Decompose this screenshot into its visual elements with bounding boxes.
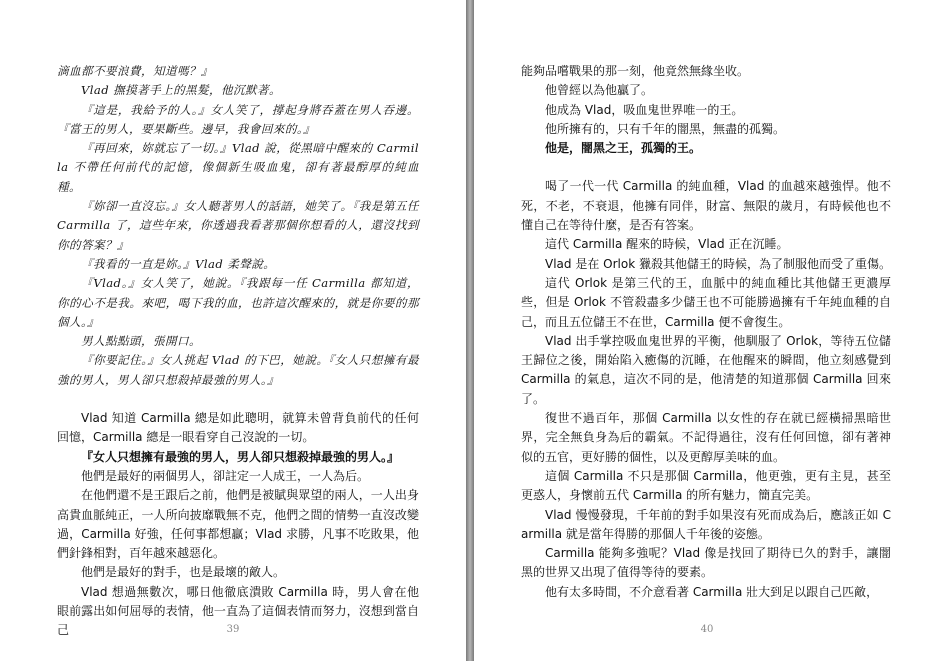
right-page bbox=[474, 0, 940, 661]
left-page-text bbox=[57, 62, 419, 641]
paragraph: 在他們還不是王跟后之前，他們是被賦與眾望的兩人，一人出身高貴血脈純正，一人所向披靡戰無不克，他們之間的情勢一直沒改變過，Carmilla 好強，任何事都想贏；Vlad 求勝，凡事不吃敗果，他們針鋒相對，百年越來越惡化。 bbox=[57, 488, 419, 561]
paragraph: 滴血都不要浪費，知道嗎？』 bbox=[57, 64, 213, 78]
paragraph: 他成為 Vlad，吸血鬼世界唯一的王。 bbox=[545, 102, 744, 117]
paragraph: 這個 Carmilla 不只是那個 Carmilla，他更強，更有主見，甚至更惑人，身懷前五代 Carmilla 的所有魅力，簡直完美。 bbox=[521, 468, 891, 503]
paragraph: 這代 Carmilla 醒來的時候，Vlad 正在沉睡。 bbox=[545, 237, 789, 252]
page-number: 40 bbox=[700, 624, 714, 635]
paragraph: 『我看的一直是妳。』Vlad 柔聲說。 bbox=[81, 256, 276, 271]
paragraph: 『妳卻一直沒忘。』女人聽著男人的話語，她笑了。『我是第五任 Carmilla 了，這些年來，你透過我看著那個你想看的人，還沒找到你的答案？』 bbox=[57, 199, 419, 252]
paragraph: 他有太多時間，不介意看著 Carmilla 壯大到足以跟自己匹敵， bbox=[545, 584, 879, 599]
paragraph: 他們是最好的兩個男人，卻註定一人成王，一人為后。 bbox=[81, 468, 370, 483]
book-gutter bbox=[466, 0, 474, 661]
paragraph: 『再回來，妳就忘了一切。』Vlad 說，從黑暗中醒來的 Carmilla 不帶任何前代的記憶，像個新生吸血鬼，卻有著最醇厚的純血種。 bbox=[57, 141, 419, 194]
paragraph: 他曾經以為他贏了。 bbox=[545, 83, 654, 98]
bold-line: 他是，闇黑之王，孤獨的王。 bbox=[545, 141, 702, 156]
paragraph: Vlad 知道 Carmilla 總是如此聰明，就算未曾背負前代的任何回憶，Carmilla 總是一眼看穿自己沒說的一切。 bbox=[57, 411, 419, 445]
paragraph: 喝了一代一代 Carmilla 的純血種，Vlad 的血越來越強悍。他不死，不老，不衰退，他擁有同伴，財富、無限的歲月，有時候他也不懂自己在等待什麼，是否有答案。 bbox=[521, 179, 891, 233]
paragraph: 『你要記住。』女人挑起 Vlad 的下巴，她說。『女人只想擁有最強的男人，男人卻只想殺掉最強的男人。』 bbox=[57, 353, 419, 387]
page-number: 39 bbox=[226, 624, 240, 635]
paragraph: Vlad 慢慢發現，千年前的對手如果沒有死而成為后，應該正如 Carmilla 就是當年得勝的那個人千年後的姿態。 bbox=[521, 507, 891, 541]
paragraph: 復世不過百年，那個 Carmilla 以女性的存在就已經橫掃黑暗世界，完全無負身為后的霸氣。不記得過往，沒有任何回憶，卻有著神似的五官，更好勝的個性，以及更醇厚美味的血。 bbox=[521, 411, 891, 464]
paragraph: 能夠品嚐戰果的那一刻，他竟然無緣坐收。 bbox=[521, 64, 750, 78]
paragraph: 『這是，我給予的人。』女人笑了，撐起身將吞蓋在男人吞邊。『當王的男人，要果斷些。邊早，我會回來的。』 bbox=[57, 102, 419, 136]
right-page-text bbox=[521, 62, 891, 602]
paragraph: Vlad 出手掌控吸血鬼世界的平衡，他馴服了 Orlok，等待五位儲王歸位之後，開始陷入癒傷的沉睡，在他醒來的瞬間，他立刻感覺到 Carmilla 的氣息，這次不同的是，他清楚的知道那個 Carmilla 回來了。 bbox=[521, 333, 891, 406]
paragraph: Vlad 想過無數次，哪日他徹底潰敗 Carmilla 時，男人會在他眼前露出如何屈辱的表情，他一直為了這個表情而努力，沒想到當自己 bbox=[57, 584, 419, 638]
paragraph: Carmilla 能夠多強呢？Vlad 像是找回了期待已久的對手，讓闇黑的世界又出現了值得等待的要素。 bbox=[521, 546, 891, 580]
paragraph: 他們是最好的對手，也是最壞的敵人。 bbox=[81, 565, 286, 580]
paragraph: 這代 Orlok 是第三代的王，血脈中的純血種比其他儲王更濃厚些，但是 Orlok 不管殺盡多少儲王也不可能勝過擁有千年純血種的自己，而且五位儲王不在世，Carmilla 便不會復生。 bbox=[521, 275, 891, 329]
paragraph: 『Vlad。』女人笑了，她說。『我跟每一任 Carmilla 都知道，你的心不是我。來吧，喝下我的血，也許這次醒來的，就是你要的那個人。』 bbox=[57, 276, 419, 329]
section-break bbox=[57, 390, 419, 409]
section-break bbox=[521, 158, 891, 177]
paragraph: 他所擁有的，只有千年的闇黑，無盡的孤獨。 bbox=[545, 121, 786, 136]
paragraph: 男人點點頭，張開口。 bbox=[81, 334, 201, 349]
paragraph: Vlad 是在 Orlok 獵殺其他儲王的時候，為了制服他而受了重傷。 bbox=[545, 256, 891, 271]
left-page bbox=[0, 0, 466, 661]
bold-quote: 『女人只想擁有最強的男人，男人卻只想殺掉最強的男人。』 bbox=[81, 449, 400, 464]
paragraph: Vlad 撫摸著手上的黑髮，他沉默著。 bbox=[81, 83, 282, 98]
